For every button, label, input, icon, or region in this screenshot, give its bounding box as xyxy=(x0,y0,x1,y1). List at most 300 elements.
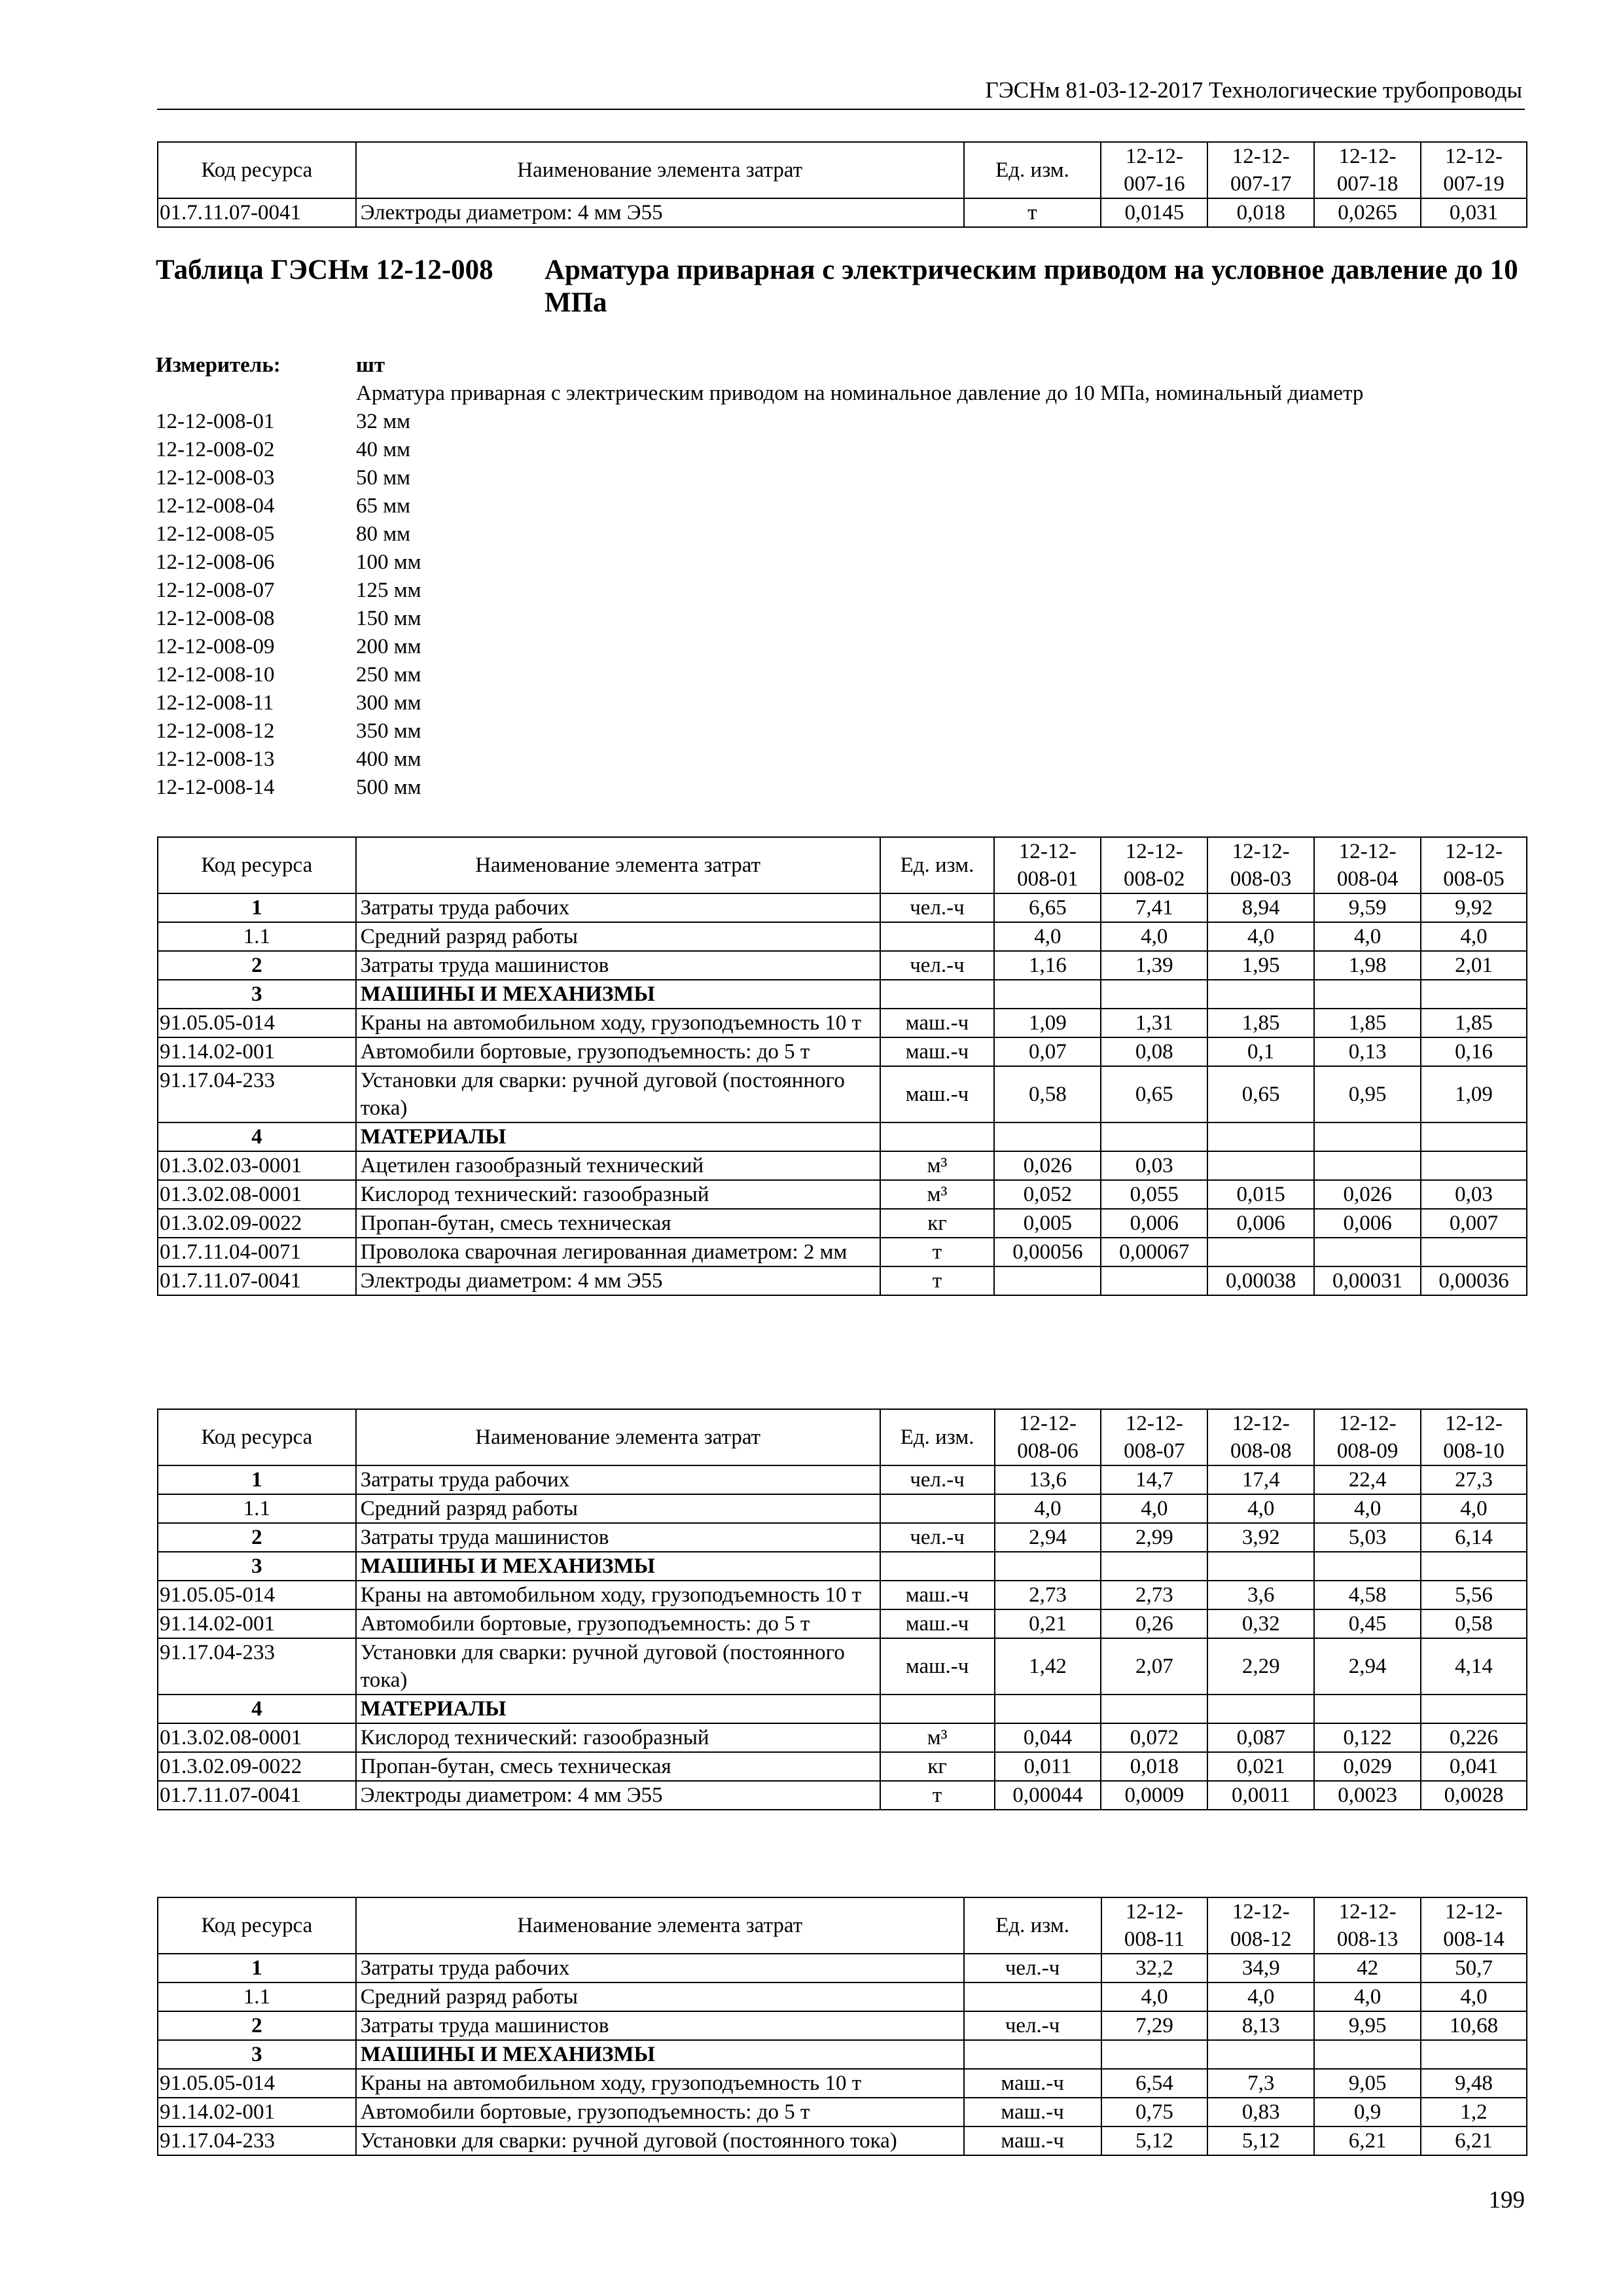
norm-item-code: 12-12-008-13 xyxy=(156,747,275,771)
norm-item-code: 12-12-008-06 xyxy=(156,550,275,574)
table-row xyxy=(158,1122,1527,1151)
cell-code: 01.3.02.09-0022 xyxy=(158,1752,356,1781)
cell-value xyxy=(1101,2040,1208,2069)
cell-value: 13,6 xyxy=(995,1465,1101,1494)
cell-name: Электроды диаметром: 4 мм Э55 xyxy=(356,1266,880,1295)
cell-value: 4,0 xyxy=(1421,1982,1527,2011)
table-row xyxy=(158,1180,1527,1209)
cell-value: 50,7 xyxy=(1421,1954,1527,1982)
cell-unit: маш.-ч xyxy=(880,1037,995,1066)
cell-value: 4,0 xyxy=(1101,1494,1207,1523)
cell-value: 9,92 xyxy=(1421,893,1527,922)
cell-value: 4,58 xyxy=(1314,1581,1421,1609)
cell-name: Средний разряд работы xyxy=(356,922,880,951)
cell-code: 3 xyxy=(158,1552,356,1581)
cell-value: 2,01 xyxy=(1421,951,1527,980)
cell-value: 0,011 xyxy=(995,1752,1101,1781)
cell-value: 9,05 xyxy=(1314,2069,1421,2098)
norm-item-size: 250 мм xyxy=(356,663,421,687)
cell-value: 4,0 xyxy=(1101,1982,1208,2011)
cell-value: 7,3 xyxy=(1207,2069,1314,2098)
continuation-table xyxy=(157,141,1527,228)
cell-value: 7,29 xyxy=(1101,2011,1208,2040)
table-body xyxy=(158,198,1527,227)
norm-item-code: 12-12-008-14 xyxy=(156,776,275,799)
cell-value xyxy=(1207,1238,1314,1266)
cell-name: Установки для сварки: ручной дуговой (постоянного тока) xyxy=(356,1638,880,1695)
cell-value: 8,13 xyxy=(1207,2011,1314,2040)
cell-value: 1,85 xyxy=(1314,1009,1421,1037)
measurer-label: Измеритель: xyxy=(156,353,281,377)
cell-name: Установки для сварки: ручной дуговой (постоянного тока) xyxy=(356,1066,880,1122)
cell-code: 2 xyxy=(158,2011,356,2040)
cell-code: 1.1 xyxy=(158,1982,356,2011)
resource-table-2 xyxy=(157,1408,1527,1810)
page-header xyxy=(157,77,1525,110)
cell-value: 0,006 xyxy=(1101,1209,1207,1238)
cell-unit: т xyxy=(880,1238,995,1266)
cell-name: Автомобили бортовые, грузоподъемность: до 5 т xyxy=(356,1037,880,1066)
cell-code: 01.3.02.08-0001 xyxy=(158,1180,356,1209)
cell-value: 34,9 xyxy=(1207,1954,1314,1982)
cell-value xyxy=(1207,980,1314,1009)
cell-value xyxy=(1421,1552,1527,1581)
table-row xyxy=(158,1638,1527,1695)
cell-value: 6,21 xyxy=(1421,2126,1527,2155)
cell-name: Краны на автомобильном ходу, грузоподъемность 10 т xyxy=(356,1009,880,1037)
cell-value: 14,7 xyxy=(1101,1465,1207,1494)
cell-code: 2 xyxy=(158,951,356,980)
cell-value: 0,021 xyxy=(1207,1752,1314,1781)
cell-value: 1,98 xyxy=(1314,951,1421,980)
norm-item-size: 300 мм xyxy=(356,691,421,715)
cell-value: 0,006 xyxy=(1207,1209,1314,1238)
cell-name: Установки для сварки: ручной дуговой (постоянного тока) xyxy=(356,2126,964,2155)
cell-code: 01.7.11.07-0041 xyxy=(158,1266,356,1295)
cell-value: 4,14 xyxy=(1421,1638,1527,1695)
table-row xyxy=(158,2011,1527,2040)
table-row xyxy=(158,980,1527,1009)
norm-item-code: 12-12-008-12 xyxy=(156,719,275,743)
cell-value xyxy=(1101,1266,1207,1295)
cell-name: МАШИНЫ И МЕХАНИЗМЫ xyxy=(356,2040,964,2069)
col-header-norm: 12-12- 008-13 xyxy=(1314,1897,1421,1954)
norm-item-code: 12-12-008-07 xyxy=(156,579,275,602)
col-header-norm: 12-12- 007-16 xyxy=(1101,142,1207,198)
table-row xyxy=(158,1982,1527,2011)
norm-item-code: 12-12-008-02 xyxy=(156,438,275,461)
cell-value: 0,031 xyxy=(1421,198,1527,227)
cell-value xyxy=(994,1266,1101,1295)
cell-code: 4 xyxy=(158,1122,356,1151)
cell-value: 5,12 xyxy=(1207,2126,1314,2155)
cell-unit: маш.-ч xyxy=(880,1609,995,1638)
cell-value: 0,58 xyxy=(1421,1609,1527,1638)
cell-value: 1,31 xyxy=(1101,1009,1207,1037)
cell-name: Автомобили бортовые, грузоподъемность: до 5 т xyxy=(356,1609,880,1638)
cell-value: 0,0023 xyxy=(1314,1781,1421,1810)
cell-code: 1.1 xyxy=(158,1494,356,1523)
cell-value: 0,16 xyxy=(1421,1037,1527,1066)
cell-value: 0,226 xyxy=(1421,1723,1527,1752)
table-row xyxy=(158,1781,1527,1810)
cell-value: 0,32 xyxy=(1207,1609,1314,1638)
cell-unit: маш.-ч xyxy=(964,2069,1101,2098)
col-header-norm: 12-12- 008-02 xyxy=(1101,837,1207,893)
norm-item-code: 12-12-008-03 xyxy=(156,466,275,490)
cell-value: 0,07 xyxy=(994,1037,1101,1066)
cell-name: Кислород технический: газообразный xyxy=(356,1180,880,1209)
cell-value: 4,0 xyxy=(1101,922,1207,951)
cell-value: 0,75 xyxy=(1101,2098,1208,2126)
cell-value: 0,00036 xyxy=(1421,1266,1527,1295)
cell-value xyxy=(994,980,1101,1009)
cell-code: 01.7.11.07-0041 xyxy=(158,1781,356,1810)
cell-unit xyxy=(880,980,995,1009)
cell-value: 22,4 xyxy=(1314,1465,1421,1494)
table-row xyxy=(158,198,1527,227)
cell-value: 0,072 xyxy=(1101,1723,1207,1752)
cell-value: 17,4 xyxy=(1207,1465,1314,1494)
cell-unit: маш.-ч xyxy=(964,2126,1101,2155)
table-body xyxy=(158,1465,1527,1810)
cell-unit: чел.-ч xyxy=(880,1465,995,1494)
col-header-unit: Ед. изм. xyxy=(964,1897,1101,1954)
cell-value xyxy=(1314,1122,1421,1151)
cell-value: 0,03 xyxy=(1421,1180,1527,1209)
norm-item-size: 150 мм xyxy=(356,607,421,630)
cell-name: Электроды диаметром: 4 мм Э55 xyxy=(356,198,964,227)
cell-unit: кг xyxy=(880,1752,995,1781)
cell-value: 0,21 xyxy=(995,1609,1101,1638)
cell-value: 0,13 xyxy=(1314,1037,1421,1066)
cell-code: 91.05.05-014 xyxy=(158,1009,356,1037)
cell-value: 0,00031 xyxy=(1314,1266,1421,1295)
cell-value xyxy=(1421,1238,1527,1266)
col-header-unit: Ед. изм. xyxy=(880,1409,995,1465)
table-row xyxy=(158,1009,1527,1037)
cell-unit: маш.-ч xyxy=(964,2098,1101,2126)
cell-code: 1 xyxy=(158,893,356,922)
table-row xyxy=(158,1037,1527,1066)
cell-value: 0,9 xyxy=(1314,2098,1421,2126)
cell-value: 4,0 xyxy=(1314,1982,1421,2011)
col-header-norm: 12-12- 008-11 xyxy=(1101,1897,1208,1954)
table-row xyxy=(158,1581,1527,1609)
cell-value: 5,03 xyxy=(1314,1523,1421,1552)
cell-value: 0,83 xyxy=(1207,2098,1314,2126)
cell-value: 8,94 xyxy=(1207,893,1314,922)
cell-name: Затраты труда рабочих xyxy=(356,1954,964,1982)
cell-value: 1,2 xyxy=(1421,2098,1527,2126)
cell-value: 5,12 xyxy=(1101,2126,1208,2155)
table-body xyxy=(158,893,1527,1295)
cell-value: 0,65 xyxy=(1101,1066,1207,1122)
table-number: Таблица ГЭСНм 12-12-008 xyxy=(156,255,493,285)
table-row xyxy=(158,1723,1527,1752)
cell-value xyxy=(1207,1552,1314,1581)
cell-value xyxy=(1421,980,1527,1009)
norm-item-code: 12-12-008-09 xyxy=(156,635,275,658)
cell-code: 01.7.11.04-0071 xyxy=(158,1238,356,1266)
cell-code: 91.17.04-233 xyxy=(158,1066,356,1122)
cell-unit: чел.-ч xyxy=(964,2011,1101,2040)
cell-code: 91.14.02-001 xyxy=(158,1037,356,1066)
measurer-unit: шт xyxy=(356,353,385,377)
cell-code: 1 xyxy=(158,1954,356,1982)
cell-value: 9,48 xyxy=(1421,2069,1527,2098)
cell-value: 0,00044 xyxy=(995,1781,1101,1810)
cell-value: 0,0028 xyxy=(1421,1781,1527,1810)
cell-code: 91.14.02-001 xyxy=(158,1609,356,1638)
cell-value: 6,14 xyxy=(1421,1523,1527,1552)
table-row xyxy=(158,951,1527,980)
cell-value xyxy=(1207,1122,1314,1151)
table-row xyxy=(158,1752,1527,1781)
table-row xyxy=(158,1609,1527,1638)
cell-unit xyxy=(880,1122,995,1151)
cell-unit: чел.-ч xyxy=(880,951,995,980)
col-header-unit: Ед. изм. xyxy=(880,837,995,893)
norm-item-size: 40 мм xyxy=(356,438,411,461)
cell-value: 6,65 xyxy=(994,893,1101,922)
cell-unit: чел.-ч xyxy=(964,1954,1101,1982)
cell-value: 27,3 xyxy=(1421,1465,1527,1494)
cell-value: 1,85 xyxy=(1207,1009,1314,1037)
cell-value: 4,0 xyxy=(994,922,1101,951)
cell-value: 0,015 xyxy=(1207,1180,1314,1209)
table-row xyxy=(158,922,1527,951)
cell-code: 3 xyxy=(158,980,356,1009)
cell-value xyxy=(1101,1122,1207,1151)
cell-unit xyxy=(880,1552,995,1581)
cell-name: Затраты труда машинистов xyxy=(356,1523,880,1552)
col-header-norm: 12-12- 008-05 xyxy=(1421,837,1527,893)
cell-value: 0,029 xyxy=(1314,1752,1421,1781)
cell-value: 0,122 xyxy=(1314,1723,1421,1752)
cell-value: 1,09 xyxy=(1421,1066,1527,1122)
col-header-norm: 12-12- 008-09 xyxy=(1314,1409,1421,1465)
document-title: ГЭСНм 81-03-12-2017 Технологические трубопроводы xyxy=(985,77,1522,103)
cell-value: 1,85 xyxy=(1421,1009,1527,1037)
cell-unit: т xyxy=(880,1266,995,1295)
table-row xyxy=(158,893,1527,922)
cell-unit: чел.-ч xyxy=(880,1523,995,1552)
cell-value: 6,54 xyxy=(1101,2069,1208,2098)
cell-value: 2,73 xyxy=(1101,1581,1207,1609)
cell-value: 7,41 xyxy=(1101,893,1207,922)
cell-value: 0,026 xyxy=(994,1151,1101,1180)
cell-value: 0,45 xyxy=(1314,1609,1421,1638)
norm-item-code: 12-12-008-08 xyxy=(156,607,275,630)
norm-item-size: 125 мм xyxy=(356,579,421,602)
table-row xyxy=(158,2126,1527,2155)
norm-item-size: 400 мм xyxy=(356,747,421,771)
cell-code: 01.3.02.03-0001 xyxy=(158,1151,356,1180)
cell-code: 3 xyxy=(158,2040,356,2069)
page-number: 199 xyxy=(1488,2187,1525,2214)
cell-value: 4,0 xyxy=(1207,1982,1314,2011)
cell-unit: м³ xyxy=(880,1723,995,1752)
norm-item-size: 500 мм xyxy=(356,776,421,799)
cell-name: Средний разряд работы xyxy=(356,1982,964,2011)
cell-code: 01.3.02.08-0001 xyxy=(158,1723,356,1752)
cell-unit xyxy=(964,2040,1101,2069)
cell-unit xyxy=(880,922,995,951)
cell-value: 1,39 xyxy=(1101,951,1207,980)
cell-value: 0,007 xyxy=(1421,1209,1527,1238)
cell-name: Проволока сварочная легированная диаметром: 2 мм xyxy=(356,1238,880,1266)
cell-unit xyxy=(880,1494,995,1523)
cell-name: Кислород технический: газообразный xyxy=(356,1723,880,1752)
cell-name: Затраты труда рабочих xyxy=(356,1465,880,1494)
cell-value xyxy=(1207,1151,1314,1180)
cell-name: МАТЕРИАЛЫ xyxy=(356,1122,880,1151)
cell-value: 2,94 xyxy=(995,1523,1101,1552)
cell-unit xyxy=(964,1982,1101,2011)
cell-name: МАШИНЫ И МЕХАНИЗМЫ xyxy=(356,1552,880,1581)
cell-value: 0,0265 xyxy=(1314,198,1421,227)
col-header-code: Код ресурса xyxy=(158,837,356,893)
cell-value xyxy=(1314,980,1421,1009)
cell-value: 6,21 xyxy=(1314,2126,1421,2155)
cell-value: 4,0 xyxy=(995,1494,1101,1523)
cell-value: 0,052 xyxy=(994,1180,1101,1209)
col-header-name: Наименование элемента затрат xyxy=(356,837,880,893)
cell-unit: м³ xyxy=(880,1180,995,1209)
cell-value xyxy=(1314,2040,1421,2069)
cell-value: 0,95 xyxy=(1314,1066,1421,1122)
cell-value: 0,018 xyxy=(1101,1752,1207,1781)
table-row xyxy=(158,2098,1527,2126)
table-row xyxy=(158,2069,1527,2098)
cell-name: МАТЕРИАЛЫ xyxy=(356,1695,880,1723)
cell-code: 91.05.05-014 xyxy=(158,1581,356,1609)
col-header-norm: 12-12- 007-17 xyxy=(1207,142,1314,198)
cell-value: 0,00056 xyxy=(994,1238,1101,1266)
cell-name: Краны на автомобильном ходу, грузоподъемность 10 т xyxy=(356,1581,880,1609)
cell-code: 2 xyxy=(158,1523,356,1552)
cell-value: 1,16 xyxy=(994,951,1101,980)
norm-item-code: 12-12-008-10 xyxy=(156,663,275,687)
cell-name: Пропан-бутан, смесь техническая xyxy=(356,1209,880,1238)
cell-name: Краны на автомобильном ходу, грузоподъемность 10 т xyxy=(356,2069,964,2098)
col-header-norm: 12-12- 008-12 xyxy=(1207,1897,1314,1954)
cell-name: Ацетилен газообразный технический xyxy=(356,1151,880,1180)
cell-value: 0,0145 xyxy=(1101,198,1207,227)
col-header-norm: 12-12- 008-04 xyxy=(1314,837,1421,893)
col-header-norm: 12-12- 008-07 xyxy=(1101,1409,1207,1465)
cell-value: 0,041 xyxy=(1421,1752,1527,1781)
cell-unit: маш.-ч xyxy=(880,1066,995,1122)
cell-value xyxy=(1314,1552,1421,1581)
norm-item-code: 12-12-008-05 xyxy=(156,522,275,546)
cell-name: Автомобили бортовые, грузоподъемность: до 5 т xyxy=(356,2098,964,2126)
norm-item-code: 12-12-008-01 xyxy=(156,410,275,433)
col-header-code: Код ресурса xyxy=(158,1409,356,1465)
cell-value xyxy=(1421,1151,1527,1180)
cell-name: Затраты труда рабочих xyxy=(356,893,880,922)
norm-item-code: 12-12-008-11 xyxy=(156,691,274,715)
cell-unit xyxy=(880,1695,995,1723)
cell-name: Электроды диаметром: 4 мм Э55 xyxy=(356,1781,880,1810)
cell-value: 0,018 xyxy=(1207,198,1314,227)
table-row xyxy=(158,1494,1527,1523)
table-row xyxy=(158,1266,1527,1295)
cell-value: 0,00067 xyxy=(1101,1238,1207,1266)
cell-value: 0,055 xyxy=(1101,1180,1207,1209)
cell-code: 91.05.05-014 xyxy=(158,2069,356,2098)
col-header-name: Наименование элемента затрат xyxy=(356,1897,964,1954)
cell-value: 4,0 xyxy=(1421,922,1527,951)
cell-value: 0,006 xyxy=(1314,1209,1421,1238)
norm-item-size: 200 мм xyxy=(356,635,421,658)
cell-value xyxy=(1207,1695,1314,1723)
cell-unit: кг xyxy=(880,1209,995,1238)
table-row xyxy=(158,1209,1527,1238)
cell-value: 0,65 xyxy=(1207,1066,1314,1122)
cell-value: 0,26 xyxy=(1101,1609,1207,1638)
col-header-norm: 12-12- 007-18 xyxy=(1314,142,1421,198)
cell-value: 9,95 xyxy=(1314,2011,1421,2040)
cell-value: 0,026 xyxy=(1314,1180,1421,1209)
cell-value xyxy=(1101,1552,1207,1581)
cell-unit: маш.-ч xyxy=(880,1009,995,1037)
cell-value: 2,07 xyxy=(1101,1638,1207,1695)
col-header-norm: 12-12- 008-08 xyxy=(1207,1409,1314,1465)
cell-value: 4,0 xyxy=(1207,922,1314,951)
col-header-unit: Ед. изм. xyxy=(964,142,1101,198)
table-row xyxy=(158,1954,1527,1982)
cell-value: 0,1 xyxy=(1207,1037,1314,1066)
cell-code: 01.7.11.07-0041 xyxy=(158,198,356,227)
cell-code: 91.17.04-233 xyxy=(158,2126,356,2155)
cell-value: 4,0 xyxy=(1314,922,1421,951)
cell-value: 0,58 xyxy=(994,1066,1101,1122)
cell-name: Средний разряд работы xyxy=(356,1494,880,1523)
cell-value: 42 xyxy=(1314,1954,1421,1982)
col-header-norm: 12-12- 008-03 xyxy=(1207,837,1314,893)
cell-value xyxy=(1421,1122,1527,1151)
norm-item-size: 65 мм xyxy=(356,494,411,518)
cell-code: 91.14.02-001 xyxy=(158,2098,356,2126)
cell-value xyxy=(1314,1238,1421,1266)
cell-code: 4 xyxy=(158,1695,356,1723)
col-header-norm: 12-12- 008-06 xyxy=(995,1409,1101,1465)
cell-name: Затраты труда машинистов xyxy=(356,2011,964,2040)
table-body xyxy=(158,1954,1527,2155)
table-row xyxy=(158,1238,1527,1266)
norm-item-size: 350 мм xyxy=(356,719,421,743)
cell-value: 4,0 xyxy=(1421,1494,1527,1523)
norm-item-size: 80 мм xyxy=(356,522,411,546)
cell-unit: т xyxy=(880,1781,995,1810)
cell-value: 2,73 xyxy=(995,1581,1101,1609)
col-header-name: Наименование элемента затрат xyxy=(356,142,964,198)
cell-unit: маш.-ч xyxy=(880,1638,995,1695)
norm-item-code: 12-12-008-04 xyxy=(156,494,275,518)
cell-value xyxy=(1314,1151,1421,1180)
cell-name: Пропан-бутан, смесь техническая xyxy=(356,1752,880,1781)
cell-unit: м³ xyxy=(880,1151,995,1180)
cell-name: МАШИНЫ И МЕХАНИЗМЫ xyxy=(356,980,880,1009)
measurer-description: Арматура приварная с электрическим приводом на номинальное давление до 10 МПа, номинальный диаметр xyxy=(356,382,1364,405)
cell-value xyxy=(995,1695,1101,1723)
cell-value: 0,005 xyxy=(994,1209,1101,1238)
table-row xyxy=(158,1465,1527,1494)
col-header-norm: 12-12- 008-01 xyxy=(994,837,1101,893)
cell-value xyxy=(1314,1695,1421,1723)
